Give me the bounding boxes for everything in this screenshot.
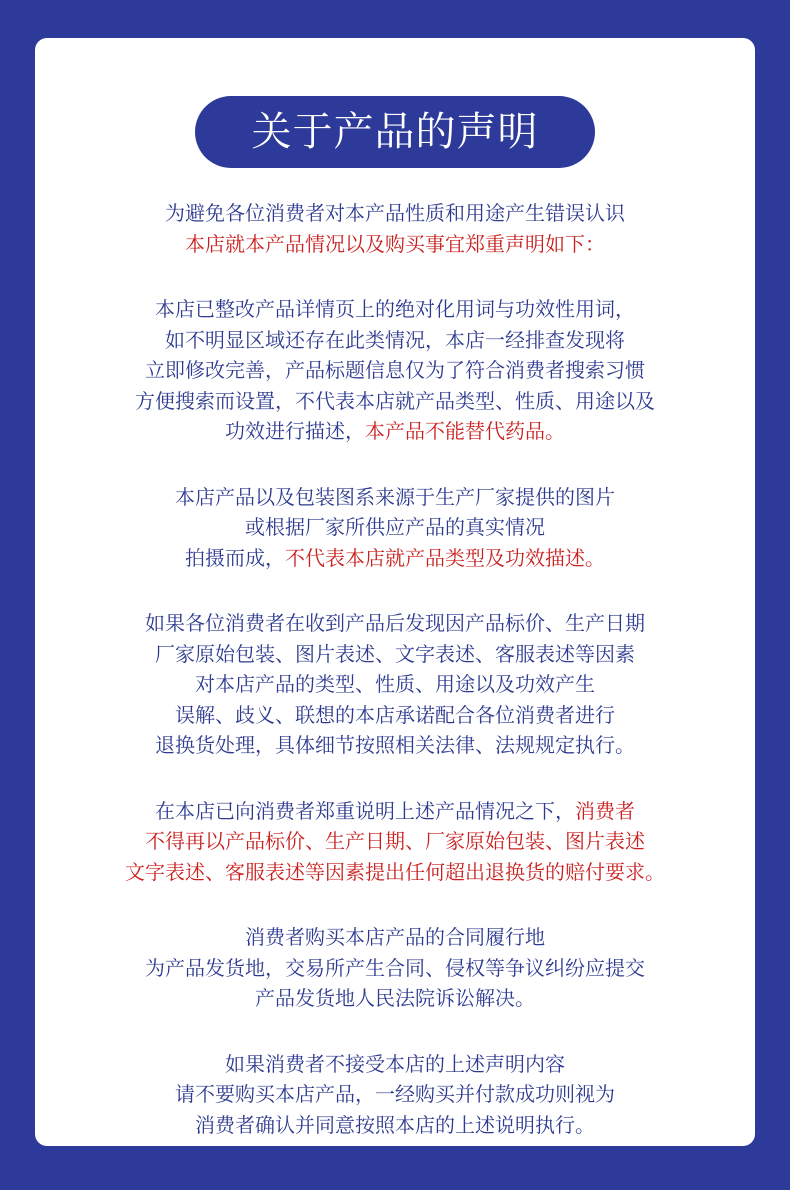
statement-line: [35, 700, 755, 731]
body-text-segment: 如果消费者不接受本店的上述声明内容: [225, 1051, 565, 1076]
body-text-segment: 方便搜索而设置，不代表本店就产品类型、性质、用途以及: [135, 388, 655, 413]
statement-line: [35, 512, 755, 543]
statement-card: [35, 38, 755, 1146]
body-text-segment: 产品发货地人民法院诉讼解决。: [255, 986, 535, 1010]
statement-line: [35, 983, 755, 1014]
statement-paragraph: [35, 922, 755, 1014]
highlight-text: 不得再以产品标价、生产日期、厂家原始包装、图片表述: [145, 829, 645, 853]
body-text-segment: 拍摄而成，: [185, 545, 285, 570]
statement-paragraph: [35, 198, 755, 259]
body-text-segment: 请不要购买本店产品，一经购买并付款成功则视为: [175, 1082, 615, 1106]
body-text-segment: 或根据厂家所供应产品的真实情况: [245, 515, 545, 539]
statement-line: [35, 325, 755, 356]
body-text-segment: 消费者确认并同意按照本店的上述说明执行。: [195, 1112, 595, 1137]
statement-body: [35, 198, 755, 1175]
statement-line: [35, 386, 755, 417]
statement-line: [35, 416, 755, 447]
body-text-segment: 在本店已向消费者郑重说明上述产品情况之下，: [155, 798, 575, 823]
body-text-segment: 厂家原始包装、图片表述、文字表述、客服表述等因素: [155, 641, 635, 666]
body-text-segment: 如果各位消费者在收到产品后发现因产品标价、生产日期: [145, 611, 645, 635]
statement-line: [35, 543, 755, 574]
body-text-segment: 消费者购买本店产品的合同履行地: [245, 925, 545, 949]
statement-line: [35, 796, 755, 827]
body-text-segment: 本店已整改产品详情页上的绝对化用词与功效性用词，: [155, 297, 635, 321]
highlight-text: 文字表述、客服表述等因素提出任何超出退换货的赔付要求。: [125, 859, 665, 884]
body-text-segment: 对本店产品的类型、性质、用途以及功效产生: [195, 672, 595, 696]
statement-line: [35, 1110, 755, 1141]
statement-paragraph: [35, 608, 755, 761]
statement-line: [35, 730, 755, 761]
body-text-segment: 为产品发货地，交易所产生合同、侵权等争议纠纷应提交: [145, 955, 645, 980]
statement-line: [35, 198, 755, 229]
highlight-text: 不代表本店就产品类型及功效描述。: [285, 545, 605, 570]
body-text-segment: 退换货处理，具体细节按照相关法律、法规规定执行。: [155, 733, 635, 757]
statement-line: [35, 294, 755, 325]
statement-paragraph: [35, 796, 755, 888]
statement-line: [35, 639, 755, 670]
highlight-text: 本店就本产品情况以及购买事宜郑重声明如下：: [185, 231, 605, 256]
statement-line: [35, 826, 755, 857]
body-text-segment: 误解、歧义、联想的本店承诺配合各位消费者进行: [175, 702, 615, 727]
statement-line: [35, 922, 755, 953]
statement-paragraph: [35, 294, 755, 447]
body-text-segment: 本店产品以及包装图系来源于生产厂家提供的图片: [175, 484, 615, 509]
statement-line: [35, 482, 755, 513]
highlight-text: 本产品不能替代药品。: [365, 419, 565, 443]
statement-line: [35, 857, 755, 888]
statement-line: [35, 953, 755, 984]
statement-line: [35, 608, 755, 639]
body-text-segment: 为避免各位消费者对本产品性质和用途产生错误认识: [165, 201, 625, 225]
highlight-text: 消费者: [575, 798, 635, 823]
statement-line: [35, 355, 755, 386]
body-text-segment: 功效进行描述，: [225, 419, 365, 443]
statement-line: [35, 229, 755, 260]
statement-line: [35, 669, 755, 700]
body-text-segment: 立即修改完善，产品标题信息仅为了符合消费者搜索习惯: [145, 358, 645, 382]
statement-line: [35, 1049, 755, 1080]
page-title: 关于产品的声明: [195, 96, 595, 168]
statement-line: [35, 1079, 755, 1110]
statement-paragraph: [35, 1049, 755, 1141]
statement-paragraph: [35, 482, 755, 574]
body-text-segment: 如不明显区域还存在此类情况，本店一经排查发现将: [165, 327, 625, 352]
